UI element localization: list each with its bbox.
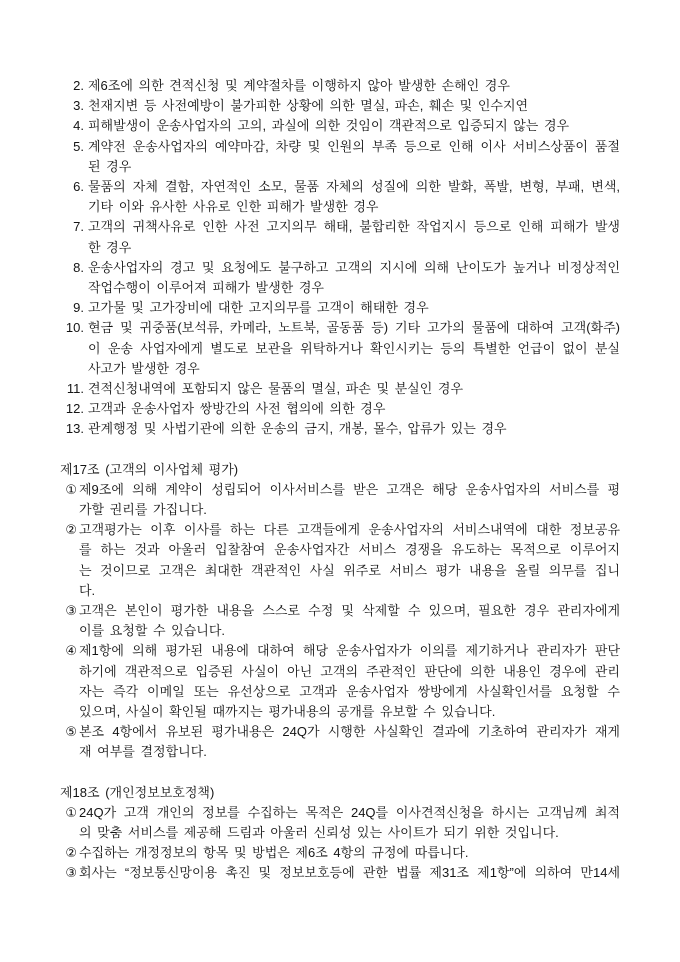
text-line: 제6조에 의한 견적신청 및 계약절차를 이행하지 않아 발생한 손해인 경우 xyxy=(88,78,510,93)
list-item-number: 4. xyxy=(73,118,84,134)
numbered-list-item xyxy=(0,76,680,96)
list-item-number: 13. xyxy=(65,421,84,437)
list-item-number: 8. xyxy=(73,259,84,275)
clause-item xyxy=(0,803,680,843)
terms-document-body xyxy=(0,76,680,884)
text-line: 운송사업자의 경고 및 요청에도 불구하고 고객의 지시에 의해 난이도가 높거나 비정상적인 xyxy=(88,259,620,275)
numbered-list-item xyxy=(0,399,680,419)
text-line: 물품의 자체 결함, 자연적인 소모, 물품 자체의 성질에 의한 발화, 폭발, 변형, 부패, 변색, xyxy=(88,178,620,194)
text-line: 다. xyxy=(79,582,96,598)
list-item-text xyxy=(88,76,620,96)
clause-text xyxy=(79,843,620,863)
numbered-list-item xyxy=(0,258,680,298)
clause-marker: ① xyxy=(65,804,77,820)
clause-item xyxy=(0,601,680,641)
list-item-text xyxy=(88,298,620,318)
list-item-number: 12. xyxy=(65,401,84,417)
list-item-text xyxy=(88,177,620,217)
numbered-list-item xyxy=(0,137,680,177)
clause-text xyxy=(79,601,620,641)
clause-item xyxy=(0,480,680,520)
text-line: 제1항에 의해 평가된 내용에 대하여 해당 운송사업자가 이의를 제기하거나 관리자가 판단 xyxy=(79,643,620,659)
text-line: 고객의 귀책사유로 인한 사전 고지의무 해태, 불합리한 작업지시 등으로 인해 피해가 발생 xyxy=(88,219,620,235)
text-line: 이 운송 사업자에게 별도로 보관을 위탁하거나 확인시키는 등의 특별한 언급이 없이 분실 xyxy=(88,340,620,356)
list-item-number: 7. xyxy=(73,219,84,235)
list-item-number: 2. xyxy=(73,78,84,93)
text-line: 있으며, 사실이 확인될 때까지는 평가내용의 공개를 유보할 수 있습니다. xyxy=(79,703,496,719)
text-line: 계약전 운송사업자의 예약마감, 차량 및 인원의 부족 등으로 인해 이사 서비스상품이 품절 xyxy=(88,138,620,154)
clause-marker: ⑤ xyxy=(65,724,77,740)
numbered-list-item xyxy=(0,379,680,399)
text-line: 를 하는 것과 아울러 입찰참여 운송사업자간 서비스 경쟁을 유도하는 목적으로 이루어지 xyxy=(79,542,620,558)
text-line: 하기에 객관적으로 입증된 사실이 아닌 고객의 주관적인 판단에 의한 내용인 경우에 관리 xyxy=(79,663,620,679)
list-item-number: 10. xyxy=(65,320,84,336)
clause-text xyxy=(79,641,620,722)
text-line: 된 경우 xyxy=(88,158,132,174)
clause-item xyxy=(0,863,680,883)
list-item-text xyxy=(88,419,620,439)
clause-item xyxy=(0,722,680,762)
text-line: 현금 및 귀중품(보석류, 카메라, 노트북, 골동품 등) 기타 고가의 물품에 대하여 고객(화주) xyxy=(88,320,620,336)
clause-marker: ④ xyxy=(65,643,77,659)
numbered-list-item xyxy=(0,298,680,318)
list-item-number: 11. xyxy=(66,380,84,396)
section-heading: 제18조 (개인정보보호정책) xyxy=(60,784,215,800)
list-item-text xyxy=(88,137,620,177)
text-line: 24Q가 고객 개인의 정보를 수집하는 목적은 24Q를 이사견적신청을 하시는 고객님께 최적 xyxy=(79,804,620,820)
text-line: 의 맞춤 서비스를 제공해 드림과 아울러 신뢰성 있는 사이트가 되기 위한 것입니다. xyxy=(79,825,559,841)
numbered-list-item xyxy=(0,116,680,136)
list-item-number: 5. xyxy=(73,138,84,154)
section-heading: 제17조 (고객의 이사업체 평가) xyxy=(60,461,239,477)
clause-text xyxy=(79,803,620,843)
list-item-number: 6. xyxy=(73,178,84,194)
text-line: 피해발생이 운송사업자의 고의, 과실에 의한 것임이 객관적으로 입증되지 않는 경우 xyxy=(88,118,570,134)
numbered-list-item xyxy=(0,217,680,257)
text-line: 재 여부를 결정합니다. xyxy=(79,744,207,760)
blank-line xyxy=(0,439,680,459)
text-line: 제9조에 의해 계약이 성립되어 이사서비스를 받은 고객은 해당 운송사업자의 서비스를 평 xyxy=(79,481,620,497)
clause-marker: ① xyxy=(65,481,77,497)
list-item-text xyxy=(88,217,620,257)
clause-item xyxy=(0,843,680,863)
clause-marker: ③ xyxy=(65,865,77,881)
numbered-list-item xyxy=(0,419,680,439)
text-line: 한 경우 xyxy=(88,239,132,255)
list-item-number: 3. xyxy=(73,98,84,114)
text-line: 고객과 운송사업자 쌍방간의 사전 협의에 의한 경우 xyxy=(88,401,386,417)
clause-text xyxy=(79,722,620,762)
list-item-text xyxy=(88,258,620,298)
text-line: 사고가 발생한 경우 xyxy=(88,360,200,376)
clause-item xyxy=(0,641,680,722)
list-item-text xyxy=(88,116,620,136)
text-line: 수집하는 개정정보의 항목 및 방법은 제6조 4항의 규정에 따릅니다. xyxy=(79,845,469,861)
text-line: 고객평가는 이후 이사를 하는 다른 고객들에게 운송사업자의 서비스내역에 대한 정보공유 xyxy=(79,522,620,538)
text-line: 자는 즉각 이메일 또는 유선상으로 고객과 운송사업자 쌍방에게 사실확인서를 요청할 수 xyxy=(79,683,620,699)
list-item-text xyxy=(88,318,620,379)
list-item-text xyxy=(88,96,620,116)
numbered-list-item xyxy=(0,318,680,379)
text-line: 는 것이므로 고객은 최대한 객관적인 사실 위주로 서비스 평가 내용을 올릴 의무를 집니 xyxy=(79,562,620,578)
clause-item xyxy=(0,520,680,601)
text-line: 고객은 본인이 평가한 내용을 스스로 수정 및 삭제할 수 있으며, 필요한 경우 관리자에게 xyxy=(79,602,620,618)
text-line: 견적신청내역에 포함되지 않은 물품의 멸실, 파손 및 분실인 경우 xyxy=(88,380,464,396)
blank-line xyxy=(0,762,680,782)
text-line: 작업수행이 이루어져 피해가 발생한 경우 xyxy=(88,279,324,295)
list-item-text xyxy=(88,379,620,399)
text-line: 고가물 및 고가장비에 대한 고지의무를 고객이 해태한 경우 xyxy=(88,300,429,316)
text-line: 이를 요청할 수 있습니다. xyxy=(79,623,226,639)
numbered-list-item xyxy=(0,96,680,116)
clause-text xyxy=(79,520,620,601)
text-line: 기타 이와 유사한 사유로 인한 피해가 발생한 경우 xyxy=(88,199,379,215)
clause-text xyxy=(79,863,620,883)
list-item-text xyxy=(88,399,620,419)
clause-marker: ② xyxy=(65,845,77,861)
text-line: 관계행정 및 사법기관에 의한 운송의 금지, 개봉, 몰수, 압류가 있는 경우 xyxy=(88,421,507,437)
clause-text xyxy=(79,480,620,520)
text-line: 회사는 “정보통신망이용 촉진 및 정보보호등에 관한 법률 제31조 제1항”에 의하여 만14세 xyxy=(79,865,620,881)
clause-marker: ③ xyxy=(65,602,77,618)
clause-marker: ② xyxy=(65,522,77,538)
text-line: 가할 권리를 가집니다. xyxy=(79,502,207,518)
text-line: 본조 4항에서 유보된 평가내용은 24Q가 시행한 사실확인 결과에 기초하여 관리자가 재게 xyxy=(79,724,620,740)
list-item-number: 9. xyxy=(73,300,84,316)
numbered-list-item xyxy=(0,177,680,217)
text-line: 천재지변 등 사전예방이 불가피한 상황에 의한 멸실, 파손, 훼손 및 인수지연 xyxy=(88,98,529,114)
